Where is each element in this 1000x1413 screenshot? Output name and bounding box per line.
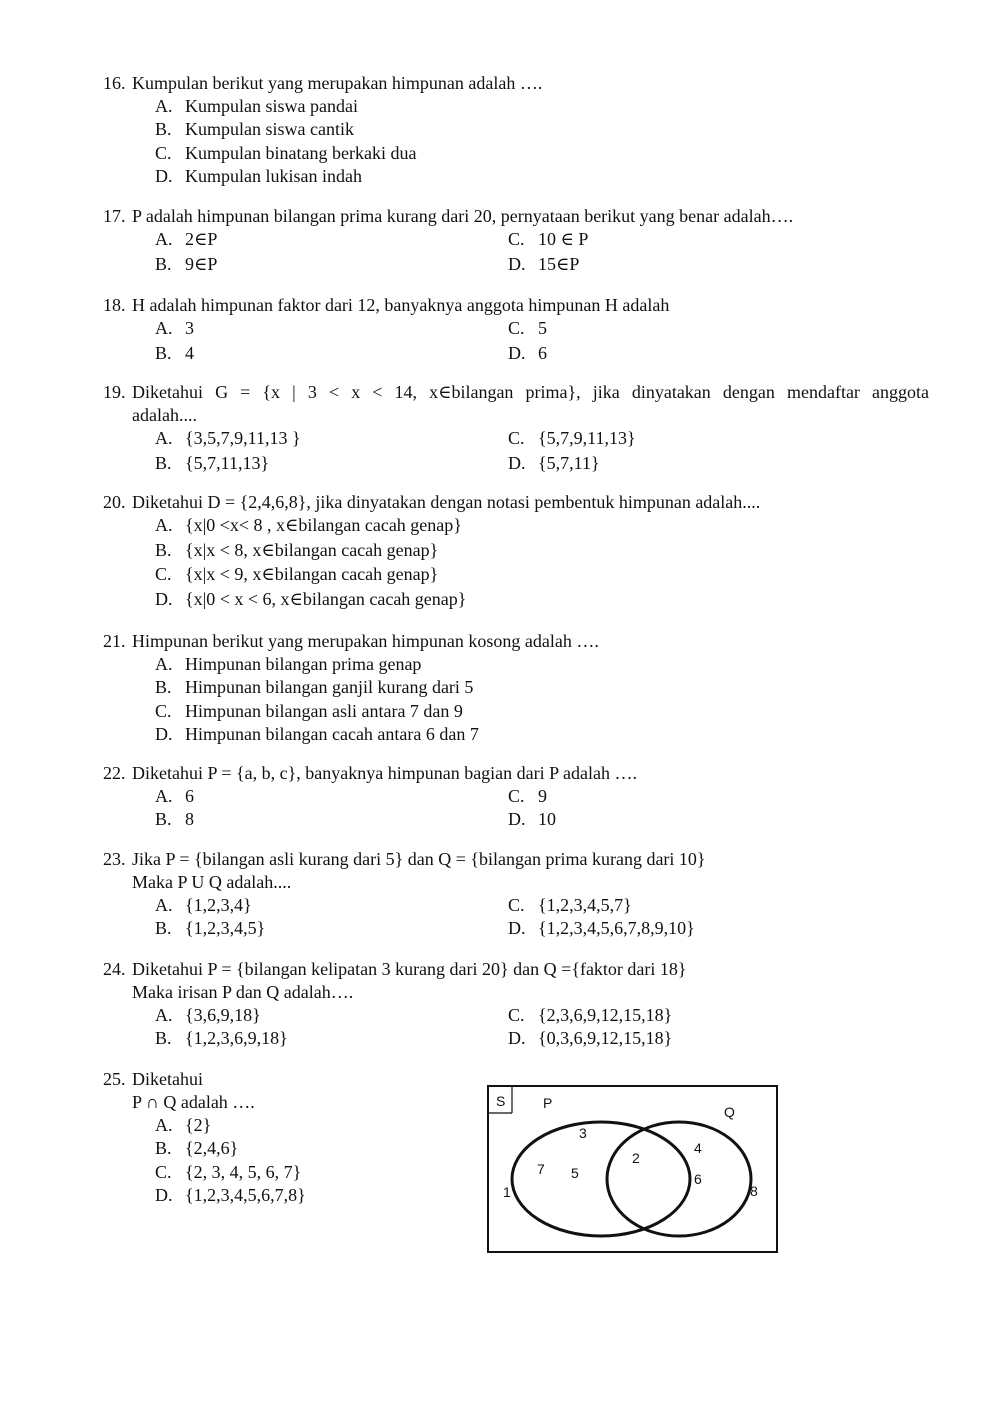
set-p-label: P [543,1095,553,1111]
question-stem: H adalah himpunan faktor dari 12, banyaknya anggota himpunan H adalah [132,295,670,315]
option-b[interactable]: B. 9∈P [155,253,218,274]
option-a[interactable]: A. 2∈P [155,229,218,249]
question-stem-continuation: adalah.... [132,405,197,425]
element-p-only: 7 [537,1161,545,1177]
set-p-ellipse [512,1122,690,1236]
set-q-label: Q [724,1104,735,1120]
venn-svg [487,1085,778,1253]
option-a[interactable]: A. Kumpulan siswa pandai [155,96,358,116]
option-a[interactable]: A. {3,5,7,9,11,13 } [155,428,301,448]
option-c[interactable]: C. {5,7,9,11,13} [508,428,636,448]
question-17 [103,205,929,277]
option-a[interactable]: A. 6 [155,786,194,806]
question-number: 25. [103,1069,126,1089]
element-q-only: 4 [694,1140,702,1156]
option-c[interactable]: C. {x|x < 9, x∈bilangan cacah genap} [155,564,439,584]
option-d[interactable]: D. 15∈P [508,253,580,274]
question-number: 21. [103,631,126,651]
option-d[interactable]: D. 6 [508,342,547,363]
question-stem-continuation: Maka irisan P dan Q adalah…. [132,982,354,1002]
question-stem: P adalah himpunan bilangan prima kurang dari 20, pernyataan berikut yang benar adalah…. [132,206,794,226]
option-c[interactable]: C. 9 [508,786,547,806]
option-c[interactable]: C. 5 [508,318,547,338]
set-q-ellipse [607,1122,751,1236]
option-c[interactable]: C. {1,2,3,4,5,7} [508,895,632,915]
option-c[interactable]: C. Himpunan bilangan asli antara 7 dan 9 [155,700,463,721]
option-a[interactable]: A. {1,2,3,4} [155,895,252,915]
element-q-only: 6 [694,1171,702,1187]
question-stem: Diketahui P = {a, b, c}, banyaknya himpunan bagian dari P adalah …. [132,763,637,783]
question-stem: Diketahui P = {bilangan kelipatan 3 kurang dari 20} dan Q ={faktor dari 18} [132,959,687,979]
option-a[interactable]: A. Himpunan bilangan prima genap [155,654,422,674]
option-d[interactable]: D. {1,2,3,4,5,6,7,8} [155,1184,306,1205]
option-b[interactable]: B. Himpunan bilangan ganjil kurang dari 5 [155,677,474,698]
question-22 [103,762,929,831]
option-d[interactable]: D. 10 [508,809,556,829]
option-d[interactable]: D. {x|0 < x < 6, x∈bilangan cacah genap} [155,588,467,609]
option-d[interactable]: D. Himpunan bilangan cacah antara 6 dan 7 [155,723,479,744]
element-p-only: 5 [571,1165,579,1181]
option-a[interactable]: A. {3,6,9,18} [155,1005,261,1025]
question-number: 16. [103,73,126,93]
option-a[interactable]: A. 3 [155,318,194,338]
venn-diagram [487,1085,778,1253]
element-p-only: 3 [579,1125,587,1141]
option-a[interactable]: A. {x|0 <x< 8 , x∈bilangan cacah genap} [155,515,462,535]
option-d[interactable]: D. Kumpulan lukisan indah [155,165,362,186]
question-stem: Diketahui D = {2,4,6,8}, jika dinyatakan dengan notasi pembentuk himpunan adalah.... [132,492,761,512]
question-stem: Kumpulan berikut yang merupakan himpunan adalah …. [132,73,543,93]
option-d[interactable]: D. {0,3,6,9,12,15,18} [508,1028,673,1048]
option-b[interactable]: B. {1,2,3,4,5} [155,918,266,938]
option-c[interactable]: C. {2,3,6,9,12,15,18} [508,1005,673,1025]
option-b[interactable]: B. {2,4,6} [155,1138,239,1159]
element-outside: 1 [503,1184,511,1200]
question-stem: Jika P = {bilangan asli kurang dari 5} dan Q = {bilangan prima kurang dari 10} [132,849,706,869]
question-23 [103,848,929,940]
question-number: 23. [103,849,126,869]
question-number: 24. [103,959,126,979]
option-b[interactable]: B. 4 [155,342,194,363]
question-20 [103,491,929,612]
question-number: 20. [103,492,126,512]
question-19 [103,381,929,476]
question-stem: Diketahui G = {x | 3 < x < 14, x∈bilangan prima}, jika dinyatakan dengan mendaftar anggota [132,382,929,402]
question-18 [103,294,929,366]
question-16 [103,72,929,188]
question-stem: Himpunan berikut yang merupakan himpunan kosong adalah …. [132,631,599,651]
option-b[interactable]: B. {5,7,11,13} [155,452,270,473]
question-number: 17. [103,206,126,226]
question-number: 22. [103,763,126,783]
option-b[interactable]: B. Kumpulan siswa cantik [155,119,354,140]
option-b[interactable]: B. 8 [155,809,194,829]
question-24 [103,958,929,1050]
element-outside: 8 [750,1183,758,1199]
element-intersection: 2 [632,1150,640,1166]
option-d[interactable]: D. {1,2,3,4,5,6,7,8,9,10} [508,918,695,938]
question-number: 18. [103,295,126,315]
option-a[interactable]: A. {2} [155,1115,212,1135]
question-21 [103,630,929,746]
option-b[interactable]: B. {x|x < 8, x∈bilangan cacah genap} [155,539,439,560]
option-d[interactable]: D. {5,7,11} [508,452,600,473]
option-c[interactable]: C. 10 ∈ P [508,229,589,249]
question-stem-continuation: P ∩ Q adalah …. [132,1092,255,1112]
question-stem: Diketahui [132,1069,203,1089]
question-stem-continuation: Maka P U Q adalah.... [132,872,292,892]
option-c[interactable]: C. Kumpulan binatang berkaki dua [155,142,417,163]
option-c[interactable]: C. {2, 3, 4, 5, 6, 7} [155,1161,302,1182]
option-b[interactable]: B. {1,2,3,6,9,18} [155,1028,288,1048]
question-number: 19. [103,382,126,402]
universal-set-label: S [496,1093,506,1109]
question-25 [103,1068,463,1207]
